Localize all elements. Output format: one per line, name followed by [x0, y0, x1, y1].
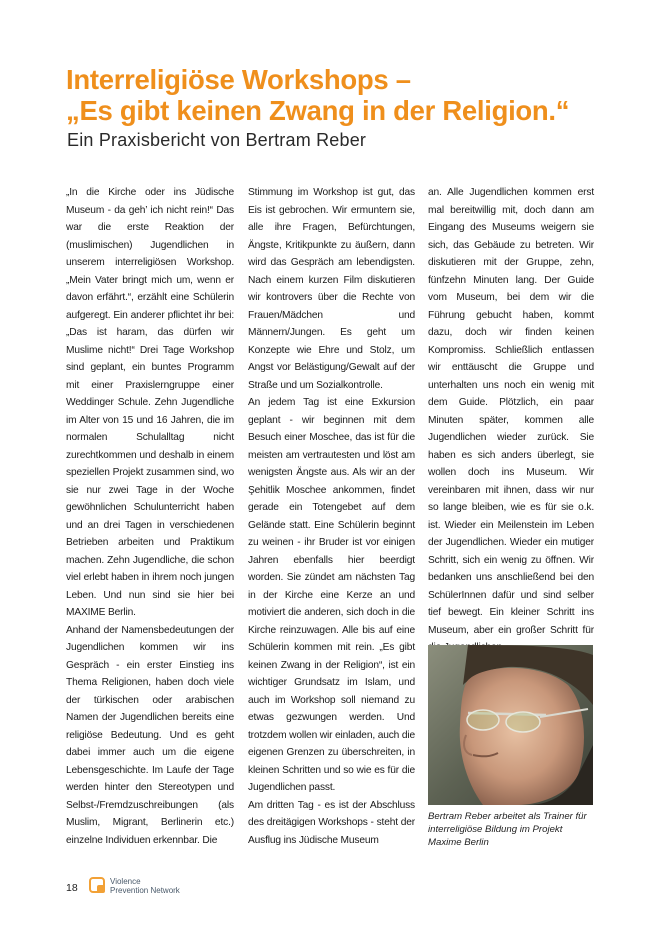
- paragraph: an. Alle Jugendlichen kommen erst mal bereitwillig mit, doch dann am Eingang des Museums weigern sie sich, das Gebäude zu betreten. Wir diskutieren mit der Gruppe, zehn, fünfzehn Minuten lang. Der Guide vom Museum, bei dem wir die Führung gebucht haben, kommt dazu, doch wir finden keinen Kompromiss. Schließlich entlassen wir enttäuscht die Gruppe und unterhalten uns noch ein wenig mit dem Guide. Plötzlich, ein paar Minuten später, kommen alle Jugendlichen wieder zurück. Sie haben es sich anders überlegt, sie wollen doch ins Museum. Wir vereinbaren mit ihnen, dass wir nur so lange bleiben, wie es für sie o.k. ist. Wieder ein Meilenstein im Leben der Jugendlichen. Wieder ein mutiger Schritt, sich ein wenig zu öffnen. Wir bedanken uns anschließend bei den SchülerInnen dafür und sind selber tief bewegt. Ein kleiner Schritt ins Museum, aber ein großer Schritt für: [428, 187, 594, 636]
- text-column-3: [428, 184, 594, 657]
- page-title: [66, 64, 626, 126]
- title-line-1: Interreligiöse Workshops –: [66, 64, 411, 95]
- title-line-2: „Es gibt keinen Zwang in der Religion.“: [66, 95, 570, 126]
- subtitle: Ein Praxisbericht von Bertram Reber: [67, 130, 367, 150]
- logo-mark-icon: [89, 877, 105, 893]
- paragraph: Anhand der Namensbedeutungen der Jugendlichen kommen wir ins Gespräch - ein erster Einstieg ins Thema Religionen, haben doch viele der türkischen oder arabischen Namen der Jugendlichen bereits eine religiöse Bedeutung. Und es geht dabei immer auch um die eigene Lebensgeschichte. Im Laufe der Tage werden hinter den Stereotypen und Selbst-/Fremdzuschreibungen (als Muslim, Migrant, Berlinerin etc.) einzelne Individuen erkennbar. Die: [66, 624, 234, 846]
- logo-text-line-2: Prevention Network: [110, 886, 180, 895]
- paragraph: Stimmung im Workshop ist gut, das Eis ist gebrochen. Wir ermuntern sie, alle ihre Fragen, Befürchtungen, Ängste, Kritikpunkte zu äußern, dann wird das Gespräch am lebendigsten. Nach einem kurzen Film diskutieren wir kontrovers über die Rechte von Frauen/Mädchen und Männern/Jungen. Es geht um Konzepte wie Ehre und Stolz, um Angst vor Belästigung/Gewalt auf der Straße und um Sozialkontrolle.: [248, 187, 415, 391]
- paragraph: An jedem Tag ist eine Exkursion geplant - wir beginnen mit dem Besuch einer Moschee, das ist für die meisten am vertrautesten und löst am wenigsten Ängste aus. Als wir an der Şehitlik Moschee ankommen, findet gerade ein Totengebet auf dem Gelände statt. Eine Schülerin beginnt zu weinen - ihr Bruder ist vor einigen Jahren ebenfalls hier beerdigt worden. Sie zündet am nächsten Tag in der Kirche eine Kerze an und motiviert die anderen, sich doch in die Kirche reinzuwagen. Alle bis auf eine Schülerin kommen mit rein. „Es gibt keinen Zwang in der Religion“, ist ein wichtiger Grundsatz im Islam, und auch im Workshop soll niemand zu etwas gezwungen werden. Und trotzdem wollen wir einladen, auch die eigenen Grenzen zu überschreiten, in kleinen Schritten und so wie es für die Jugendlichen passt.: [248, 397, 416, 793]
- logo-text-line-1: Violence: [110, 877, 141, 886]
- paragraph: Am dritten Tag - es ist der Abschluss des dreitägigen Workshops - steht der Ausflug ins Jüdische Museum: [248, 799, 415, 846]
- page-number: 18: [66, 882, 78, 894]
- portrait-photo: [428, 645, 593, 805]
- text-column-1: [66, 184, 234, 849]
- photo-caption: Bertram Reber arbeitet als Trainer für interreligiöse Bildung im Projekt Maxime Berlin: [428, 811, 587, 848]
- paragraph: „In die Kirche oder ins Jüdische Museum - da geh’ ich nicht rein!“ Das war die erste Reaktion der (muslimischen) Jugendlichen in unserem interreligiösen Workshop. „Mein Vater bringt mich um, wenn er davon erfährt.“, erzählt eine Schülerin aufgeregt. Ein anderer pflichtet ihr bei: „Das ist haram, das dürfen wir Muslime nicht!“ Drei Tage Workshop sind geplant, ein buntes Programm mit einer Praxislerngruppe einer Weddinger Schule. Zehn Jugendliche im Alter von 15 und 16 Jahren, die im normalen Schulalltag nicht zurechtkommen und deshalb in einem speziellen Projekt zusammen sind, wo sie nur zwei Tage in der Woche gewöhnlichen Schulunterricht haben und an drei Tagen in verschiedenen Betrieben arbeiten und Praktikum machen. Zehn Jugendliche, die schon viel erlebt haben in ihrem noch jungen Leben. Und nun sind sie hier bei MAXIME Berlin.: [66, 187, 234, 618]
- text-column-2: [248, 184, 415, 849]
